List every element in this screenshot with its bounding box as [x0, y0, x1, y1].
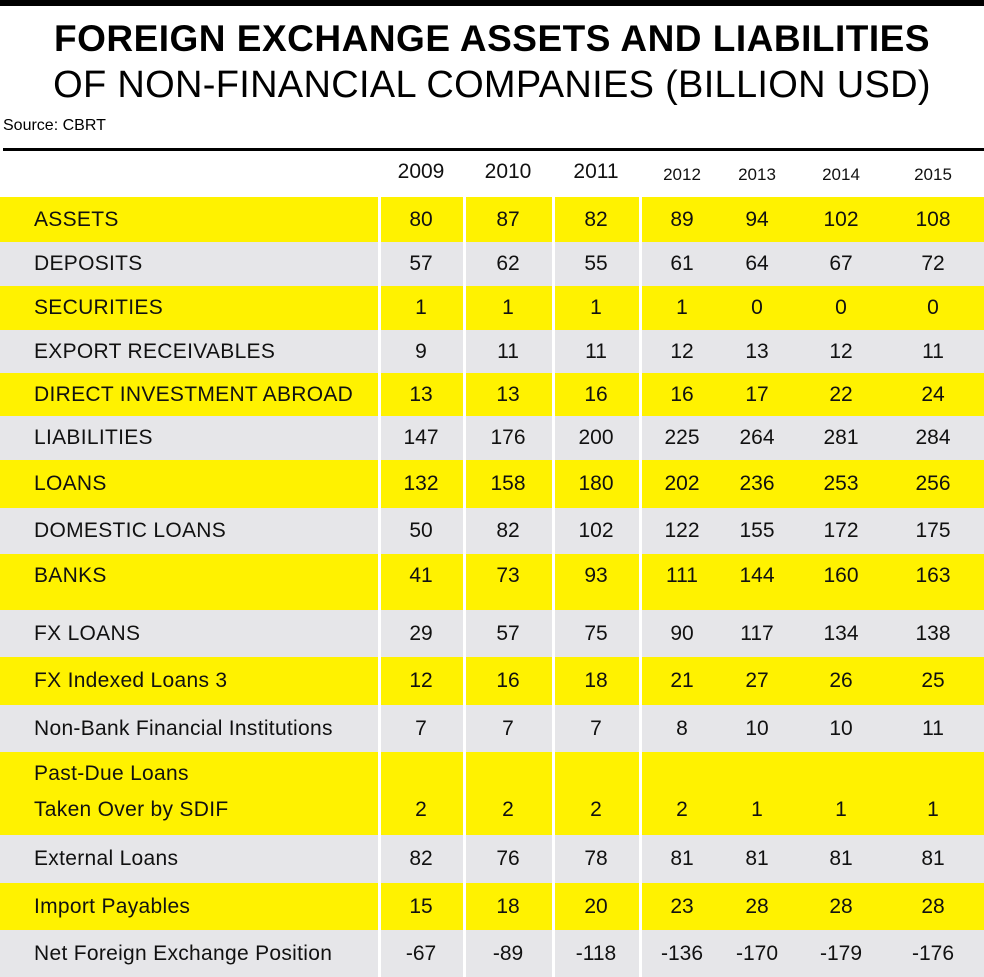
row-label: Past-Due Loans	[34, 762, 189, 785]
value-cell-2014: 22	[829, 383, 853, 406]
value-cell-2013: 264	[739, 426, 775, 449]
value-cell-2013: -170	[735, 942, 779, 965]
value-cell-2014: 26	[829, 669, 853, 692]
value-cell-2014: 172	[823, 519, 859, 542]
table-row	[0, 242, 984, 286]
value-cell-2011: 78	[584, 847, 608, 870]
value-cell-2011: 2	[590, 798, 602, 821]
value-cell-2011: -118	[575, 942, 617, 965]
row-label: FX LOANS	[34, 622, 141, 645]
table-row	[0, 508, 984, 554]
value-cell-2013: 27	[745, 669, 769, 692]
value-cell-2010: 62	[496, 252, 520, 275]
title-line-2: OF NON-FINANCIAL COMPANIES (BILLION USD)	[53, 64, 931, 106]
value-cell-2015: 175	[915, 519, 951, 542]
table-row	[0, 330, 984, 373]
row-label: LOANS	[34, 472, 107, 495]
value-cell-2010: 82	[496, 519, 520, 542]
value-cell-2012: 81	[670, 847, 694, 870]
value-cell-2012: 122	[664, 519, 700, 542]
value-cell-2009: 132	[403, 472, 439, 495]
value-cell-2012: 61	[670, 252, 694, 275]
row-label: DIRECT INVESTMENT ABROAD	[34, 383, 354, 406]
year-header-2013: 2013	[738, 165, 776, 184]
year-header-2012: 2012	[663, 165, 701, 184]
year-header-2009: 2009	[397, 160, 445, 183]
value-cell-2014: 281	[823, 426, 859, 449]
year-header-row	[0, 160, 984, 194]
value-cell-2013: 10	[745, 717, 769, 740]
value-cell-2015: 163	[915, 564, 951, 587]
value-cell-2010: -89	[492, 942, 524, 965]
row-label: SECURITIES	[34, 296, 164, 319]
value-cell-2013: 236	[739, 472, 775, 495]
value-cell-2015: 284	[915, 426, 951, 449]
value-cell-2012: 23	[670, 895, 694, 918]
row-label: DEPOSITS	[34, 252, 143, 275]
value-cell-2014: 12	[829, 340, 853, 363]
year-header-2015: 2015	[914, 165, 952, 184]
value-cell-2014: 0	[835, 296, 847, 319]
value-cell-2010: 76	[496, 847, 520, 870]
value-cell-2011: 75	[584, 622, 608, 645]
value-cell-2012: 111	[666, 564, 698, 587]
row-label: Non-Bank Financial Institutions	[34, 717, 333, 740]
value-cell-2009: 57	[409, 252, 433, 275]
value-cell-2013: 94	[745, 208, 769, 231]
value-cell-2014: 102	[823, 208, 859, 231]
value-cell-2009: 15	[409, 895, 433, 918]
value-cell-2012: 1	[676, 296, 688, 319]
value-cell-2009: 1	[415, 296, 427, 319]
value-cell-2010: 13	[496, 383, 520, 406]
value-cell-2010: 1	[502, 296, 514, 319]
value-cell-2015: 11	[922, 340, 944, 363]
table-row	[0, 705, 984, 752]
value-cell-2009: 13	[409, 383, 433, 406]
value-cell-2012: 21	[670, 669, 694, 692]
value-cell-2014: 28	[829, 895, 853, 918]
value-cell-2011: 1	[590, 296, 602, 319]
value-cell-2010: 158	[490, 472, 526, 495]
value-cell-2009: 12	[409, 669, 433, 692]
value-cell-2014: 160	[823, 564, 859, 587]
value-cell-2009: 147	[403, 426, 439, 449]
value-cell-2010: 176	[490, 426, 526, 449]
title-line-1: FOREIGN EXCHANGE ASSETS AND LIABILITIES	[53, 18, 931, 59]
year-header-2014: 2014	[822, 165, 860, 184]
value-cell-2009: 7	[415, 717, 427, 740]
value-cell-2013: 144	[739, 564, 775, 587]
table-row	[0, 286, 984, 330]
value-cell-2010: 87	[496, 208, 520, 231]
row-label: ASSETS	[34, 208, 119, 231]
year-header-2011: 2011	[573, 160, 619, 183]
value-cell-2011: 180	[578, 472, 614, 495]
row-label: DOMESTIC LOANS	[34, 519, 227, 542]
header-rule	[3, 148, 984, 151]
table-row	[0, 835, 984, 883]
value-cell-2012: 225	[664, 426, 700, 449]
value-cell-2011: 11	[585, 340, 607, 363]
value-cell-2011: 102	[578, 519, 614, 542]
column-separator	[463, 196, 466, 977]
value-cell-2010: 73	[496, 564, 520, 587]
value-cell-2013: 81	[745, 847, 769, 870]
value-cell-2011: 20	[584, 895, 608, 918]
value-cell-2015: 138	[915, 622, 951, 645]
value-cell-2014: 253	[823, 472, 859, 495]
table-row	[0, 883, 984, 930]
value-cell-2012: 202	[664, 472, 700, 495]
row-label: FX Indexed Loans 3	[34, 669, 228, 692]
value-cell-2009: 41	[409, 564, 433, 587]
value-cell-2011: 18	[584, 669, 608, 692]
value-cell-2012: 90	[670, 622, 694, 645]
value-cell-2015: 11	[922, 717, 944, 740]
table-row	[0, 752, 984, 835]
value-cell-2013: 117	[740, 622, 774, 645]
value-cell-2013: 64	[745, 252, 769, 275]
value-cell-2014: 134	[823, 622, 859, 645]
value-cell-2013: 17	[745, 383, 769, 406]
value-cell-2011: 82	[584, 208, 608, 231]
value-cell-2012: 16	[670, 383, 694, 406]
value-cell-2013: 0	[751, 296, 763, 319]
value-cell-2009: -67	[405, 942, 437, 965]
value-cell-2015: 72	[921, 252, 945, 275]
table-row	[0, 657, 984, 705]
value-cell-2011: 200	[578, 426, 614, 449]
value-cell-2011: 16	[584, 383, 608, 406]
value-cell-2012: 89	[670, 208, 694, 231]
column-separator	[552, 196, 555, 977]
value-cell-2009: 9	[415, 340, 427, 363]
row-label: LIABILITIES	[34, 426, 153, 449]
table-row	[0, 460, 984, 508]
value-cell-2015: 24	[921, 383, 945, 406]
value-cell-2010: 11	[497, 340, 519, 363]
value-cell-2010: 2	[502, 798, 514, 821]
value-cell-2009: 82	[409, 847, 433, 870]
column-separator	[378, 196, 381, 977]
row-label: EXPORT RECEIVABLES	[34, 340, 276, 363]
row-label: BANKS	[34, 564, 107, 587]
value-cell-2015: -176	[911, 942, 955, 965]
value-cell-2014: 1	[835, 798, 847, 821]
value-cell-2015: 0	[927, 296, 939, 319]
value-cell-2013: 155	[739, 519, 775, 542]
value-cell-2015: 25	[921, 669, 945, 692]
value-cell-2010: 57	[496, 622, 520, 645]
table-row	[0, 554, 984, 610]
value-cell-2015: 256	[915, 472, 951, 495]
value-cell-2013: 13	[745, 340, 769, 363]
value-cell-2011: 7	[590, 717, 602, 740]
value-cell-2009: 29	[409, 622, 433, 645]
value-cell-2009: 50	[409, 519, 433, 542]
value-cell-2011: 93	[584, 564, 608, 587]
value-cell-2013: 1	[751, 798, 763, 821]
value-cell-2014: 81	[829, 847, 853, 870]
table-row	[0, 197, 984, 242]
row-label: External Loans	[34, 847, 179, 870]
column-separator	[639, 196, 642, 977]
value-cell-2014: -179	[819, 942, 863, 965]
value-cell-2011: 55	[584, 252, 608, 275]
value-cell-2010: 7	[502, 717, 514, 740]
value-cell-2013: 28	[745, 895, 769, 918]
year-header-2010: 2010	[484, 160, 532, 183]
source-note: Source: CBRT	[3, 117, 106, 134]
table-row	[0, 610, 984, 657]
value-cell-2014: 10	[829, 717, 853, 740]
value-cell-2015: 81	[921, 847, 945, 870]
row-label: Net Foreign Exchange Position	[34, 942, 333, 965]
value-cell-2012: 8	[676, 717, 688, 740]
value-cell-2015: 108	[915, 208, 951, 231]
value-cell-2012: -136	[660, 942, 704, 965]
table-row	[0, 930, 984, 977]
value-cell-2015: 28	[921, 895, 945, 918]
value-cell-2012: 12	[670, 340, 694, 363]
table-row	[0, 373, 984, 416]
value-cell-2009: 2	[415, 798, 427, 821]
value-cell-2014: 67	[829, 252, 853, 275]
value-cell-2012: 2	[676, 798, 688, 821]
value-cell-2010: 16	[496, 669, 520, 692]
value-cell-2009: 80	[409, 208, 433, 231]
table-row	[0, 416, 984, 460]
row-label: Import Payables	[34, 895, 191, 918]
top-border	[0, 0, 984, 6]
value-cell-2010: 18	[496, 895, 520, 918]
row-label-line-2: Taken Over by SDIF	[34, 798, 229, 821]
value-cell-2015: 1	[927, 798, 939, 821]
